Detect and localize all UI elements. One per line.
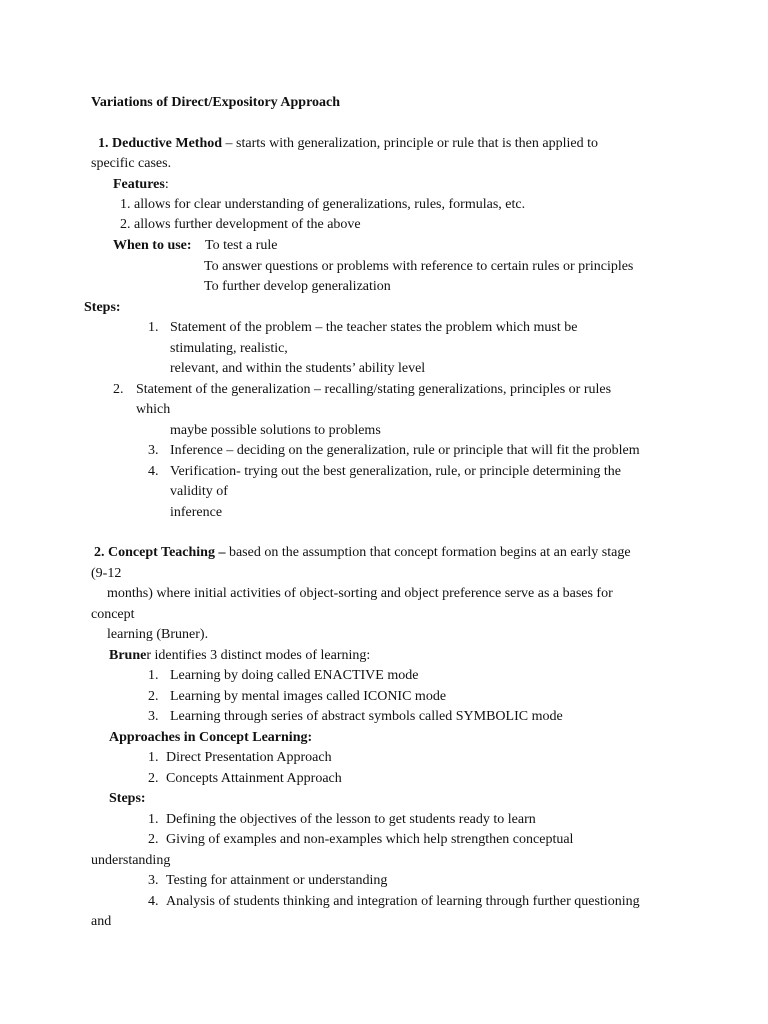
bruner-line (109, 647, 370, 665)
step-text: maybe possible solutions to problems (170, 423, 381, 438)
step-number: 3. (148, 443, 159, 458)
approaches-label: Approaches in Concept Learning: (109, 730, 313, 745)
deductive-steps-label: Steps: (84, 300, 121, 315)
concept-heading-line (94, 544, 631, 562)
step-number: 4. (148, 894, 159, 909)
step-text: which (136, 402, 171, 417)
mode-number: 3. (148, 709, 159, 724)
step-number: 3. (148, 873, 159, 888)
step-text-cont: and (91, 914, 112, 929)
document-title: Variations of Direct/Expository Approach (91, 95, 341, 110)
step-text: relevant, and within the students’ ability level (170, 361, 426, 376)
step-text: validity of (170, 484, 228, 499)
bruner-name: Brune (109, 648, 147, 663)
step-text-cont: understanding (91, 853, 171, 868)
concept-steps-label: Steps: (109, 791, 146, 806)
concept-dash: – (214, 545, 229, 560)
approach-text: Concepts Attainment Approach (166, 771, 342, 786)
step-text: Statement of the generalization – recalling/stating generalizations, principles or rules (136, 382, 612, 397)
step-text: Analysis of students thinking and integration of learning through further questioning (166, 894, 640, 909)
concept-intro-cont: learning (Bruner). (107, 627, 209, 642)
features-label-line (113, 176, 169, 194)
mode-text: Learning by doing called ENACTIVE mode (170, 668, 419, 683)
feature-item: 1. allows for clear understanding of generalizations, rules, formulas, etc. (120, 197, 526, 212)
step-text: Testing for attainment or understanding (166, 873, 388, 888)
step-number: 2. (148, 832, 159, 847)
deductive-intro: – starts with generalization, principle or rule that is then applied to (222, 136, 598, 151)
mode-text: Learning by mental images called ICONIC mode (170, 689, 447, 704)
features-colon: : (164, 177, 169, 192)
step-text: Defining the objectives of the lesson to get students ready to learn (166, 812, 536, 827)
step-text: Verification- trying out the best generalization, rule, or principle determining the (170, 464, 621, 479)
deductive-heading-line (98, 135, 598, 153)
deductive-intro-cont: specific cases. (91, 156, 172, 171)
deductive-heading: 1. Deductive Method (98, 136, 223, 151)
concept-heading: 2. Concept Teaching (94, 545, 215, 560)
step-text: Inference – deciding on the generalization, rule or principle that will fit the problem (170, 443, 640, 458)
step-number: 2. (113, 382, 124, 397)
step-text: stimulating, realistic, (170, 341, 288, 356)
step-text: inference (170, 505, 223, 520)
concept-intro: based on the assumption that concept formation begins at an early stage (228, 545, 631, 560)
approach-number: 1. (148, 750, 159, 765)
mode-number: 2. (148, 689, 159, 704)
concept-intro-cont: (9-12 (91, 566, 122, 581)
mode-text: Learning through series of abstract symbols called SYMBOLIC mode (170, 709, 563, 724)
concept-intro-cont: concept (91, 607, 135, 622)
when-item: To test a rule (205, 238, 278, 253)
step-number: 4. (148, 464, 159, 479)
concept-intro-cont: months) where initial activities of object-sorting and object preference serve as a bases for (107, 586, 613, 601)
feature-item: 2. allows further development of the above (120, 217, 361, 232)
step-number: 1. (148, 812, 159, 827)
step-number: 1. (148, 320, 159, 335)
step-text: Statement of the problem – the teacher states the problem which must be (170, 320, 578, 335)
step-text: Giving of examples and non-examples which help strengthen conceptual (166, 832, 574, 847)
when-item: To further develop generalization (204, 279, 391, 294)
bruner-text: r identifies 3 distinct modes of learning: (146, 648, 371, 663)
features-label: Features (113, 177, 165, 192)
mode-number: 1. (148, 668, 159, 683)
when-item: To answer questions or problems with reference to certain rules or principles (204, 259, 634, 274)
approach-number: 2. (148, 771, 159, 786)
when-to-use-label: When to use: (113, 238, 192, 253)
approach-text: Direct Presentation Approach (166, 750, 332, 765)
